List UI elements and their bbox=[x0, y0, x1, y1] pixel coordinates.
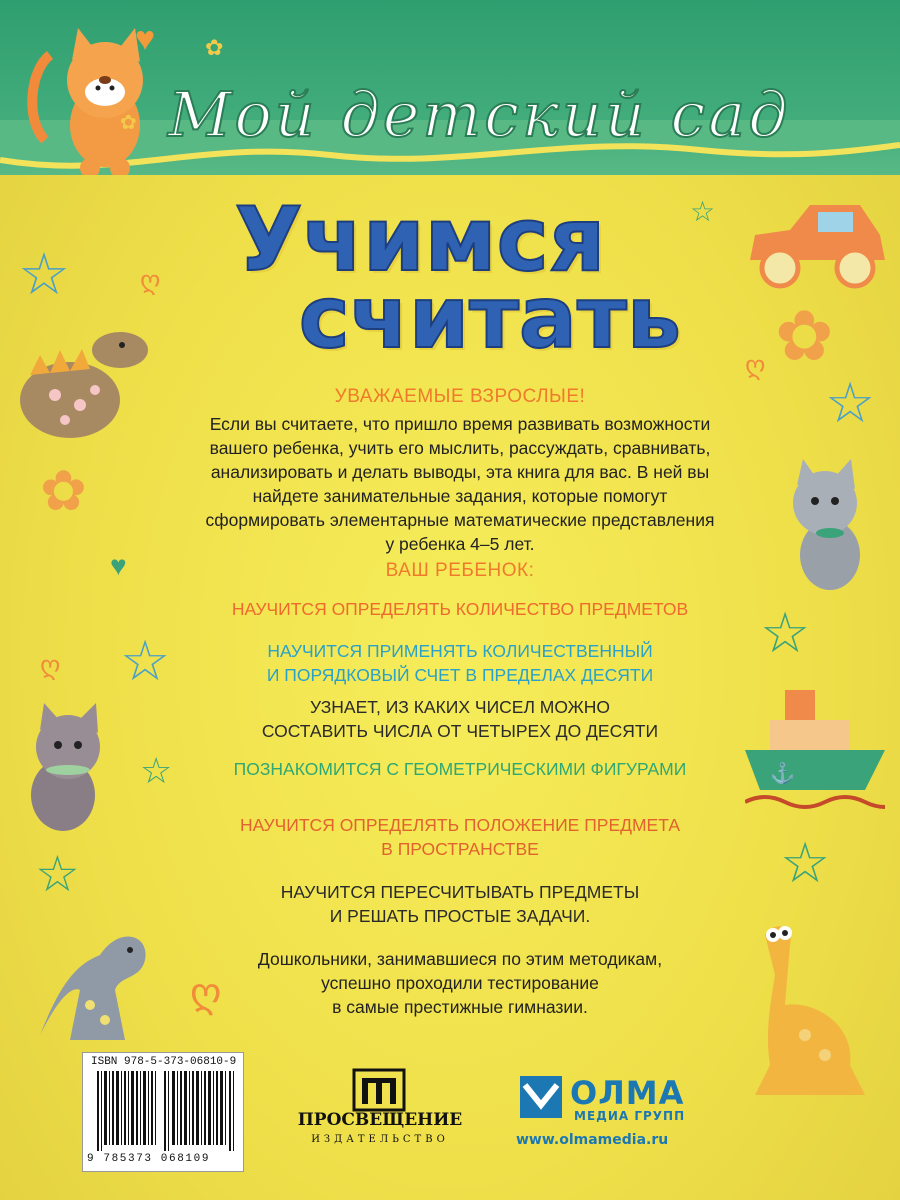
closing-line: в самые престижные гимназии. bbox=[332, 997, 588, 1017]
feature-item bbox=[150, 757, 770, 781]
features-heading: ВАШ РЕБЕНОК: bbox=[385, 560, 535, 581]
publisher-name: ПРОСВЕЩЕНИЕ bbox=[297, 1110, 463, 1130]
butterfly-icon: ღ bbox=[190, 971, 222, 1015]
butterfly-icon: ღ bbox=[745, 350, 766, 380]
flower-icon: ✿ bbox=[205, 35, 224, 60]
flower-icon: ✿ bbox=[775, 297, 834, 375]
feature-line: НАУЧИТСЯ ПЕРЕСЧИТЫВАТЬ ПРЕДМЕТЫ bbox=[280, 882, 640, 902]
olma-logo-icon bbox=[519, 1075, 563, 1119]
closing-paragraph bbox=[150, 947, 770, 1019]
prosveshchenie-logo-icon bbox=[352, 1068, 406, 1112]
isbn-barcode-box bbox=[82, 1052, 244, 1172]
dinosaur-illustration bbox=[10, 305, 160, 455]
feature-line: НАУЧИТСЯ ПРИМЕНЯТЬ КОЛИЧЕСТВЕННЫЙ bbox=[267, 641, 653, 661]
intro-line: Если вы считаете, что пришло время развивать возможности bbox=[209, 414, 711, 434]
flower-icon: ✿ bbox=[120, 112, 137, 134]
star-icon: ☆ bbox=[140, 750, 173, 791]
series-title: Мой детский сад bbox=[168, 78, 791, 151]
grey-cat-illustration bbox=[8, 695, 138, 835]
intro-paragraph bbox=[150, 412, 770, 556]
intro-line: у ребенка 4–5 лет. bbox=[385, 534, 535, 554]
feature-item bbox=[150, 639, 770, 687]
star-icon: ☆ bbox=[780, 831, 831, 894]
intro-line: анализировать и делать выводы, эта книга для вас. В ней вы bbox=[210, 462, 710, 482]
heart-icon: ♥ bbox=[135, 20, 156, 58]
feature-line: И ПОРЯДКОВЫЙ СЧЕТ В ПРЕДЕЛАХ ДЕСЯТИ bbox=[266, 665, 654, 685]
butterfly-icon: ღ bbox=[40, 650, 61, 680]
feature-item bbox=[150, 880, 770, 928]
star-icon: ☆ bbox=[35, 846, 80, 902]
grey-cat-illustration bbox=[775, 455, 895, 595]
olma-subtitle: МЕДИА ГРУПП bbox=[574, 1109, 686, 1123]
title-line-1: Учимся bbox=[234, 188, 606, 291]
heart-icon: ♥ bbox=[110, 550, 127, 581]
car-illustration bbox=[740, 190, 890, 300]
feature-line: В ПРОСТРАНСТВЕ bbox=[381, 839, 539, 859]
isbn-label: ISBN 978-5-373-06810-9 bbox=[91, 1056, 237, 1068]
flower-icon: ✿ bbox=[40, 459, 87, 522]
intro-line: сформировать элементарные математические представления bbox=[205, 510, 715, 530]
star-icon: ☆ bbox=[825, 371, 876, 434]
feature-line: И РЕШАТЬ ПРОСТЫЕ ЗАДАЧИ. bbox=[329, 906, 591, 926]
barcode-icon bbox=[97, 1071, 235, 1151]
title-line-2: считать bbox=[298, 268, 682, 368]
olma-website: www.olmamedia.ru bbox=[516, 1132, 669, 1148]
feature-item bbox=[150, 695, 770, 743]
intro-line: найдете занимательные задания, которые помогут bbox=[252, 486, 668, 506]
star-icon: ☆ bbox=[120, 629, 171, 692]
intro-line: вашего ребенка, учить его мыслить, рассуждать, сравнивать, bbox=[209, 438, 711, 458]
feature-item bbox=[150, 813, 770, 861]
star-icon: ☆ bbox=[18, 242, 70, 307]
feature-line: УЗНАЕТ, ИЗ КАКИХ ЧИСЕЛ МОЖНО bbox=[309, 697, 611, 717]
butterfly-icon: ღ bbox=[140, 265, 161, 295]
closing-line: успешно проходили тестирование bbox=[321, 973, 599, 993]
intro-heading: УВАЖАЕМЫЕ ВЗРОСЛЫЕ! bbox=[334, 386, 586, 407]
svg-text:⚓: ⚓ bbox=[770, 763, 795, 785]
barcode-number: 9 785373 068109 bbox=[87, 1153, 211, 1165]
feature-line: ПОЗНАКОМИТСЯ С ГЕОМЕТРИЧЕСКИМИ ФИГУРАМИ bbox=[233, 759, 687, 779]
publisher-subtitle: ИЗДАТЕЛЬСТВО bbox=[311, 1134, 449, 1145]
feature-line: НАУЧИТСЯ ОПРЕДЕЛЯТЬ КОЛИЧЕСТВО ПРЕДМЕТОВ bbox=[231, 599, 689, 619]
feature-line: СОСТАВИТЬ ЧИСЛА ОТ ЧЕТЫРЕХ ДО ДЕСЯТИ bbox=[261, 721, 659, 741]
feature-item bbox=[150, 597, 770, 621]
feature-line: НАУЧИТСЯ ОПРЕДЕЛЯТЬ ПОЛОЖЕНИЕ ПРЕДМЕТА bbox=[239, 815, 681, 835]
star-icon: ☆ bbox=[690, 196, 716, 227]
closing-line: Дошкольники, занимавшиеся по этим методикам, bbox=[257, 949, 663, 969]
star-icon: ☆ bbox=[760, 601, 811, 664]
olma-name: ОЛМА bbox=[570, 1074, 685, 1112]
